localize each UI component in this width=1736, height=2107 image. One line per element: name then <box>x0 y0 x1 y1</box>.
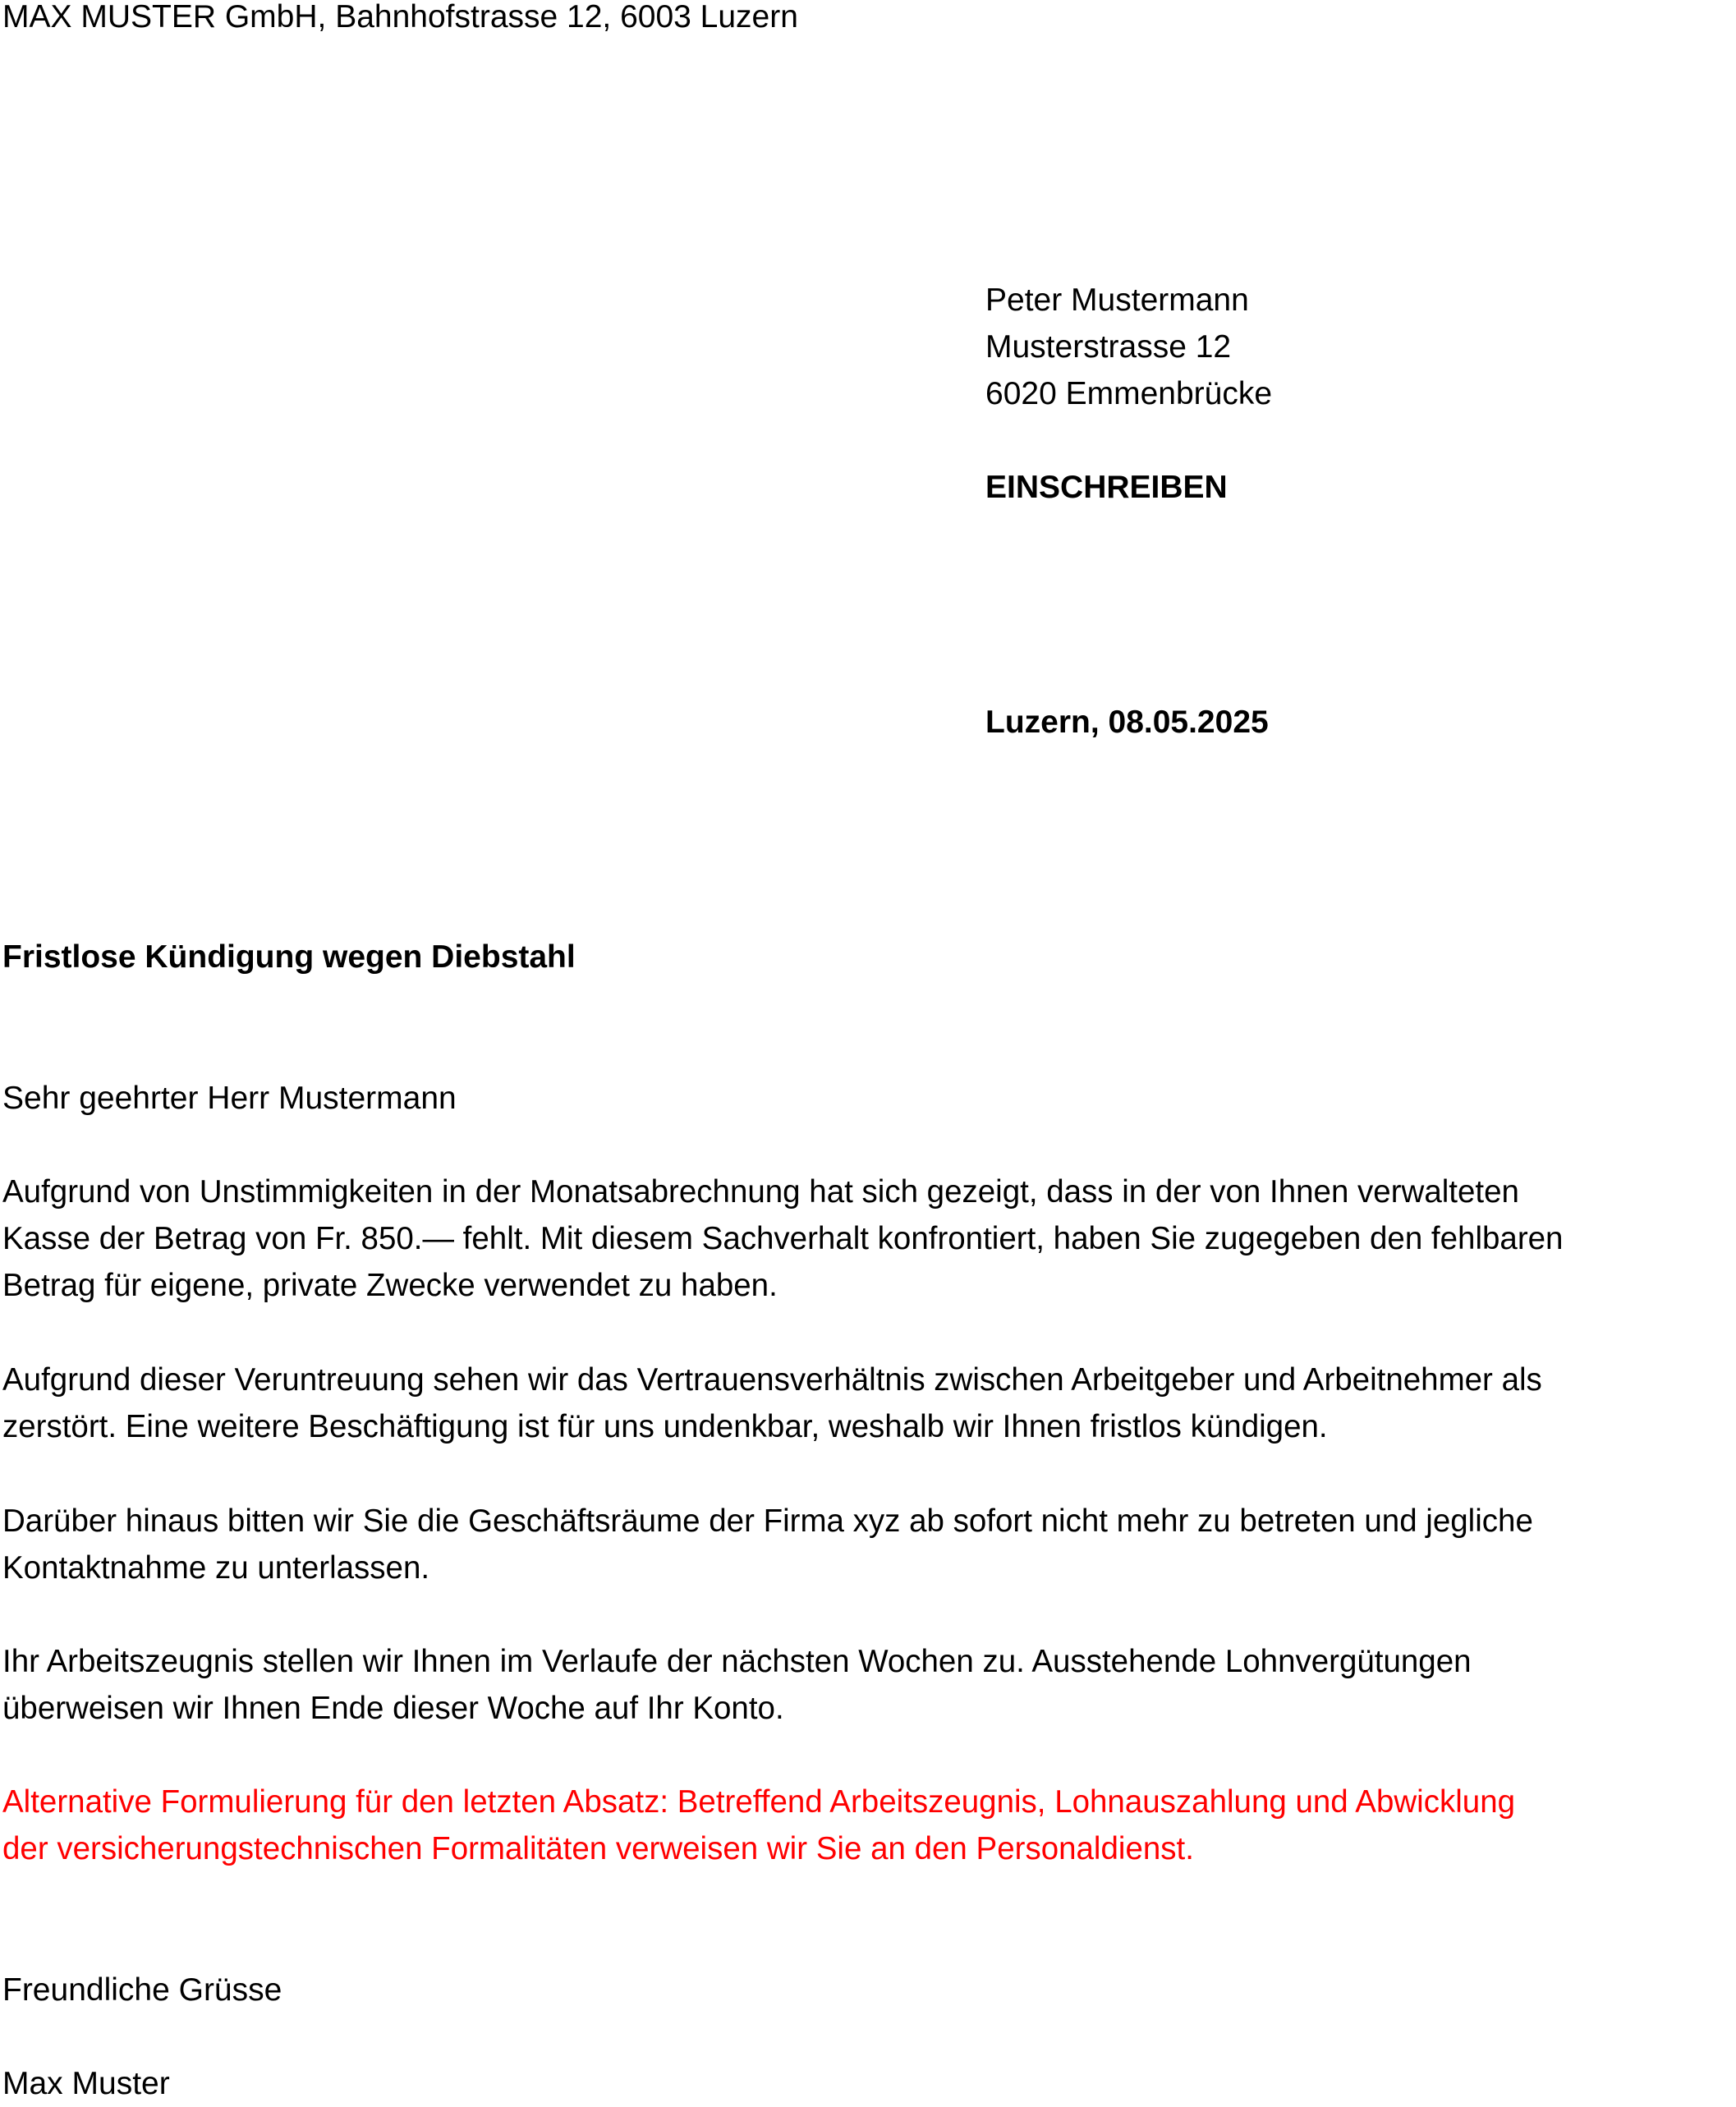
paragraph-line: Aufgrund dieser Veruntreuung sehen wir das Vertrauensverhältnis zwischen Arbeitgeber und Arbeitnehmer als <box>2 1362 1542 1398</box>
recipient-name: Peter Mustermann <box>985 282 1249 318</box>
closing-greeting: Freundliche Grüsse <box>2 1972 282 2008</box>
sender-address: MAX MUSTER GmbH, Bahnhofstrasse 12, 6003 Luzern <box>2 0 798 34</box>
recipient-city: 6020 Emmenbrücke <box>985 376 1273 411</box>
signature-name: Max Muster <box>2 2066 170 2101</box>
alternative-paragraph <box>2 1779 1735 1872</box>
letter-subject: Fristlose Kündigung wegen Diebstahl <box>2 939 576 975</box>
paragraph-line: zerstört. Eine weitere Beschäftigung ist für uns undenkbar, weshalb wir Ihnen fristlos kündigen. <box>2 1409 1328 1444</box>
paragraph-line: Alternative Formulierung für den letzten Absatz: Betreffend Arbeitszeugnis, Lohnauszahlung und Abwicklung <box>2 1784 1516 1820</box>
delivery-note: EINSCHREIBEN <box>985 470 1228 505</box>
body-paragraph-3 <box>2 1498 1735 1591</box>
paragraph-line: überweisen wir Ihnen Ende dieser Woche auf Ihr Konto. <box>2 1691 784 1726</box>
paragraph-line: Ihr Arbeitszeugnis stellen wir Ihnen im Verlaufe der nächsten Wochen zu. Ausstehende Lohnvergütungen <box>2 1644 1472 1679</box>
paragraph-line: Kasse der Betrag von Fr. 850.— fehlt. Mit diesem Sachverhalt konfrontiert, haben Sie zugegeben den fehlbaren <box>2 1221 1564 1256</box>
paragraph-line: Aufgrund von Unstimmigkeiten in der Monatsabrechnung hat sich gezeigt, dass in der von Ihnen verwalteten <box>2 1174 1519 1210</box>
paragraph-line: Kontaktnahme zu unterlassen. <box>2 1550 430 1586</box>
paragraph-line: Betrag für eigene, private Zwecke verwendet zu haben. <box>2 1268 778 1303</box>
body-paragraph-2 <box>2 1356 1735 1450</box>
recipient-street: Musterstrasse 12 <box>985 329 1232 365</box>
salutation: Sehr geehrter Herr Mustermann <box>2 1081 457 1116</box>
body-paragraph-1 <box>2 1168 1735 1309</box>
paragraph-line: Darüber hinaus bitten wir Sie die Geschäftsräume der Firma xyz ab sofort nicht mehr zu betreten und jegliche <box>2 1503 1533 1539</box>
paragraph-line: der versicherungstechnischen Formalitäten verweisen wir Sie an den Personaldienst. <box>2 1831 1194 1866</box>
place-date: Luzern, 08.05.2025 <box>985 705 1269 740</box>
body-paragraph-4 <box>2 1638 1735 1732</box>
